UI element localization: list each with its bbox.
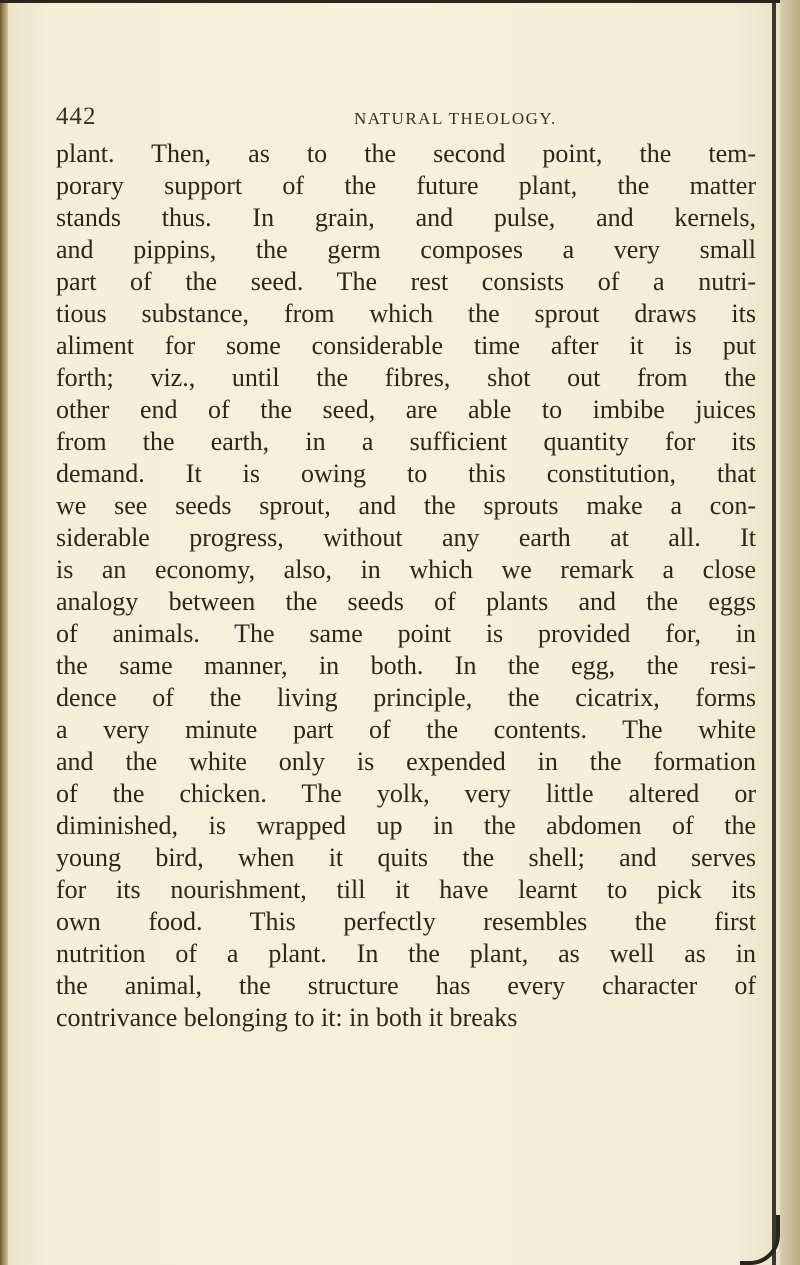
text-line: stands thus. In grain, and pulse, and kernels, (56, 203, 756, 232)
text-line: is an economy, also, in which we remark a close (56, 555, 756, 584)
text-line: own food. This perfectly resembles the first (56, 907, 756, 936)
running-head (56, 103, 756, 137)
text-line: from the earth, in a sufficient quantity for its (56, 427, 756, 456)
right-margin-strip (780, 0, 800, 1265)
text-line: forth; viz., until the fibres, shot out from the (56, 363, 756, 392)
text-line: part of the seed. The rest consists of a nutri- (56, 267, 756, 296)
text-line: a very minute part of the contents. The white (56, 715, 756, 744)
text-line: contrivance belonging to it: in both it breaks (56, 1003, 518, 1032)
text-line: demand. It is owing to this constitution, that (56, 459, 756, 488)
body-text (56, 138, 756, 1034)
text-line: porary support of the future plant, the matter (56, 171, 756, 200)
text-line: other end of the seed, are able to imbibe juices (56, 395, 756, 424)
text-line: we see seeds sprout, and the sprouts make a con- (56, 491, 756, 520)
left-binding-edge (0, 0, 8, 1265)
text-line: the same manner, in both. In the egg, the resi- (56, 651, 756, 680)
text-line: diminished, is wrapped up in the abdomen of the (56, 811, 756, 840)
text-line: plant. Then, as to the second point, the tem- (56, 139, 756, 168)
text-line: analogy between the seeds of plants and the eggs (56, 587, 756, 616)
text-line: dence of the living principle, the cicatrix, forms (56, 683, 756, 712)
text-line: the animal, the structure has every character of (56, 971, 756, 1000)
text-line: young bird, when it quits the shell; and serves (56, 843, 756, 872)
text-line: and the white only is expended in the formation (56, 747, 756, 776)
right-page-edge (772, 0, 776, 1265)
text-line: of animals. The same point is provided for, in (56, 619, 756, 648)
text-line: tious substance, from which the sprout draws its (56, 299, 756, 328)
running-title: NATURAL THEOLOGY. (354, 109, 557, 128)
text-line: of the chicken. The yolk, very little altered or (56, 779, 756, 808)
page-number: 442 (56, 103, 97, 130)
text-line: nutrition of a plant. In the plant, as well as in (56, 939, 756, 968)
text-line: aliment for some considerable time after it is put (56, 331, 756, 360)
text-line: and pippins, the germ composes a very small (56, 235, 756, 264)
top-page-edge (0, 0, 780, 3)
text-line: for its nourishment, till it have learnt to pick its (56, 875, 756, 904)
text-line: siderable progress, without any earth at all. It (56, 523, 756, 552)
